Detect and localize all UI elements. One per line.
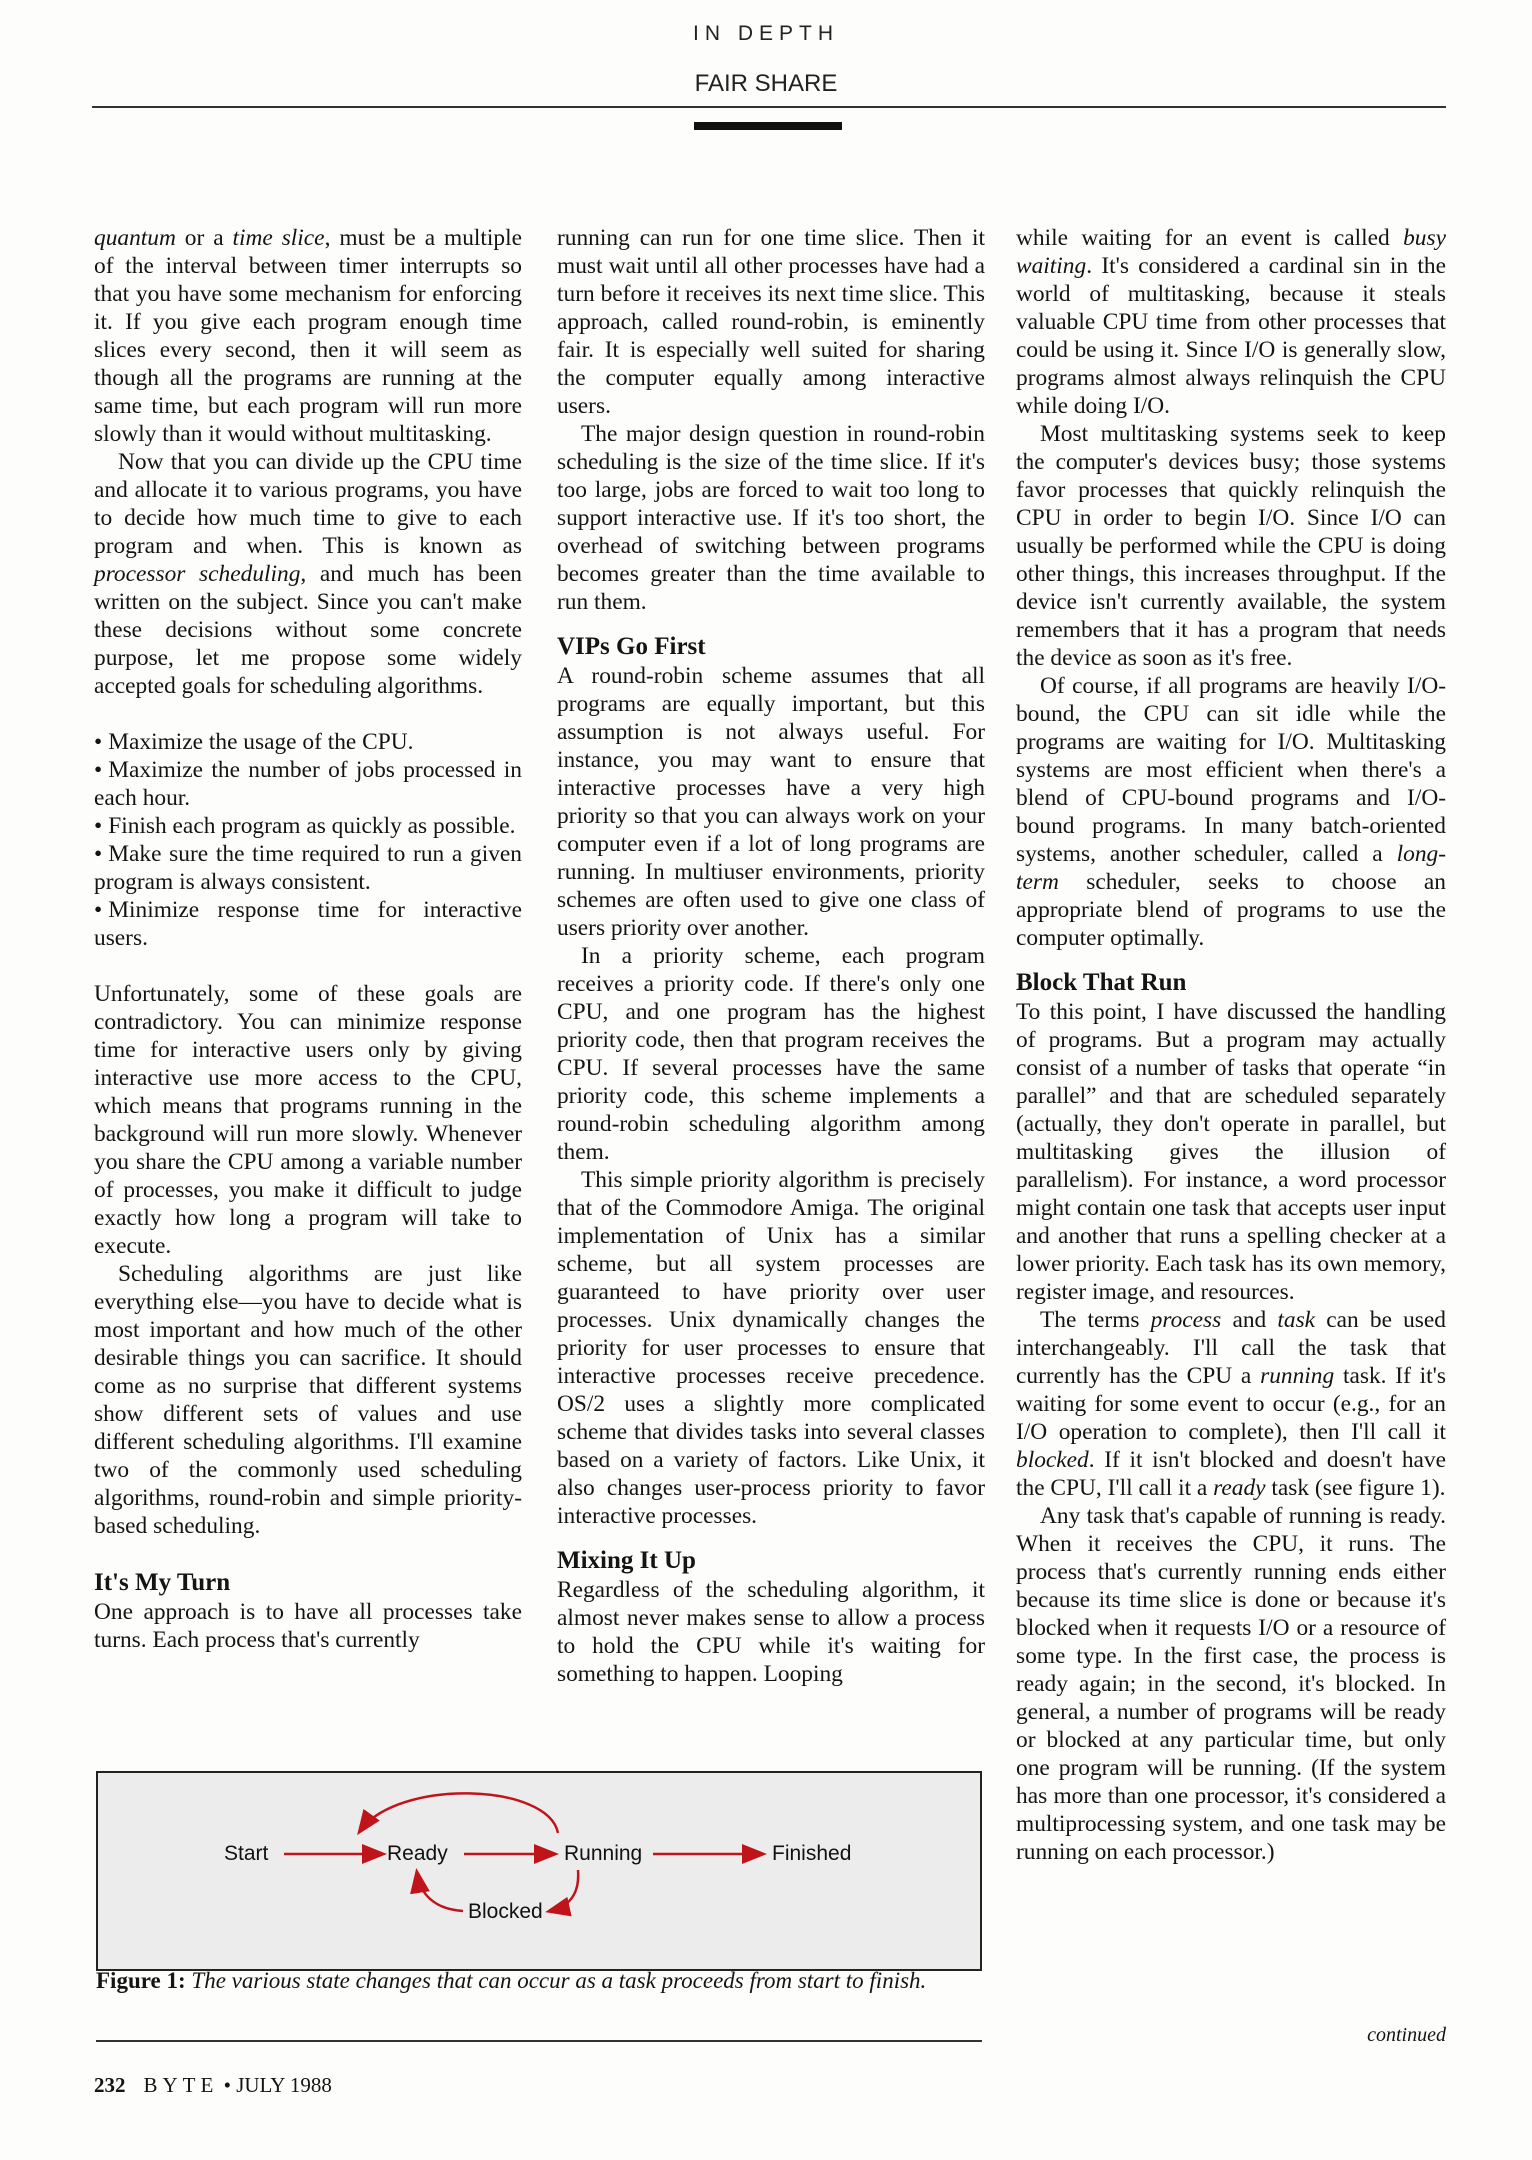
- paragraph: Any task that's capable of running is ready. When it receives the CPU, it runs. The process that's currently running ends either because its time slice is done or because it's blocked when it requests I/O or a resource of some type. In the first case, the process is ready again; in the second, it's blocked. In general, a number of programs will be ready or blocked at any particular time, but only one program will be running. (If the system has more than one processor, it's considered a multiprocessing system, and one task may be running on each processor.): [1016, 1503, 1446, 1865]
- paragraph: One approach is to have all processes take turns. Each process that's currently: [94, 1599, 522, 1653]
- column-3: [1016, 224, 1446, 1866]
- section-label: IN DEPTH: [692, 22, 839, 45]
- emphasis: process: [1150, 1307, 1222, 1333]
- text: . It's considered a cardinal sin in the world of multitasking, because it steals valuable CPU time from other processes that could be using it. Since I/O is generally slow, programs almost always relinquish the CPU while doing I/O.: [1016, 253, 1446, 419]
- subheading: VIPs Go First: [557, 633, 706, 660]
- paragraph: [1016, 1306, 1446, 1502]
- text: , and much has been written on the subject. Since you can't make these decisions without some concrete purpose, let me propose some widely accepted goals for scheduling algorithms.: [94, 561, 522, 699]
- emphasis: quantum: [94, 225, 176, 251]
- text: and: [1221, 1307, 1278, 1333]
- emphasis: task: [1277, 1307, 1316, 1333]
- state-arrows: [98, 1773, 980, 1969]
- emphasis: time slice: [232, 225, 325, 251]
- paragraph: Regardless of the scheduling algorithm, it almost never makes sense to allow a process to hold the CPU while it's waiting for something to happen. Looping: [557, 1577, 985, 1687]
- list-item: • Make sure the time required to run a given program is always consistent.: [94, 841, 522, 895]
- text: Of course, if all programs are heavily I/O-bound, the CPU can sit idle while the programs are waiting for I/O. Multitasking systems are most efficient when there's a blend of CPU-bound programs and I/O-bound programs. In many batch-oriented systems, another scheduler, called a: [1016, 673, 1446, 867]
- paragraph: In a priority scheme, each program receives a priority code. If there's only one CPU, and one program has the highest priority code, then that program receives the CPU. If several processes have the same priority code, this scheme implements a round-robin scheduling algorithm among them.: [557, 943, 985, 1165]
- state-start: Start: [224, 1842, 269, 1865]
- subheading: Mixing It Up: [557, 1547, 696, 1574]
- arrow-running-ready: [360, 1793, 558, 1833]
- text: Now that you can divide up the CPU time and allocate it to various programs, you have to decide how much time to give to each program and when. This is known as: [94, 449, 522, 559]
- caption-text: The various state changes that can occur as a task proceeds from start to finish.: [191, 1968, 927, 1993]
- state-diagram: [96, 1771, 982, 1971]
- state-ready: Ready: [387, 1842, 448, 1865]
- paragraph: [94, 448, 522, 700]
- arrow-blocked-ready: [417, 1873, 463, 1911]
- text: . If it isn't blocked and doesn't have the CPU, I'll call it a: [1016, 1447, 1446, 1501]
- list-item-text: Minimize response time for interactive users.: [94, 897, 522, 951]
- list-item-text: Finish each program as quickly as possible.: [108, 813, 516, 839]
- list-item: • Finish each program as quickly as possible.: [94, 813, 516, 839]
- list-item: • Maximize the usage of the CPU.: [94, 729, 414, 755]
- paragraph: [1016, 224, 1446, 420]
- footer-separator: •: [223, 2073, 231, 2097]
- paragraph: This simple priority algorithm is precisely that of the Commodore Amiga. The original implementation of Unix has a similar scheme, but all system processes are guaranteed to have priority over user processes. Unix dynamically changes the priority for user processes to ensure that interactive processes receive precedence. OS/2 uses a slightly more complicated scheme that divides tasks into several classes based on a variety of factors. Like Unix, it also changes user-process priority to favor interactive processes.: [557, 1167, 985, 1529]
- text: while waiting for an event is called: [1016, 225, 1404, 251]
- list-item: • Minimize response time for interactive users.: [94, 897, 522, 951]
- article-title: FAIR SHARE: [694, 70, 838, 97]
- text: , must be a multiple of the interval between timer interrupts so that you have some mechanism for enforcing it. If you give each program enough time slices every second, then it will seem as though all the programs are running at the same time, but each program will run more slowly than it would without multitasking.: [94, 225, 522, 447]
- goals-list: [94, 728, 522, 952]
- list-item: • Maximize the number of jobs processed in each hour.: [94, 757, 522, 811]
- paragraph: A round-robin scheme assumes that all programs are equally important, but this assumption is not always useful. For instance, you may want to ensure that interactive processes have a very high priority so that you can always work on your computer even if a lot of long programs are running. In multiuser environments, priority schemes are often used to give one class of users priority over another.: [557, 663, 985, 941]
- paragraph: The major design question in round-robin scheduling is the size of the time slice. If it's too large, jobs are forced to wait too long to support interactive use. If it's too short, the overhead of switching between programs becomes greater than the time available to run them.: [557, 421, 985, 615]
- subheading: It's My Turn: [94, 1569, 231, 1596]
- list-item-text: Maximize the usage of the CPU.: [108, 729, 414, 755]
- emphasis: processor scheduling: [94, 561, 301, 587]
- caption-label: Figure 1:: [96, 1968, 186, 1993]
- subheading: Block That Run: [1016, 969, 1187, 996]
- arrow-running-blocked: [550, 1870, 578, 1911]
- text: or a: [175, 225, 233, 251]
- emphasis: busy waiting: [1016, 225, 1446, 279]
- caption-rule: [96, 2040, 982, 2042]
- issue-date: JULY 1988: [236, 2073, 332, 2097]
- emphasis: ready: [1213, 1475, 1266, 1501]
- text: task (see figure 1).: [1265, 1475, 1446, 1501]
- column-1: [94, 224, 522, 1654]
- emphasis: running: [1260, 1363, 1335, 1389]
- continued-label: continued: [1367, 2024, 1446, 2046]
- column-2: [557, 224, 985, 1688]
- text: can be used interchangeably. I'll call the task that currently has the CPU a: [1016, 1307, 1446, 1389]
- state-running: Running: [564, 1842, 643, 1865]
- paragraph: [94, 224, 522, 448]
- paragraph: Scheduling algorithms are just like everything else—you have to decide what is most important and how much of the other desirable things you can sacrifice. It should come as no surprise that different systems show different sets of values and use different scheduling algorithms. I'll examine two of the commonly used scheduling algorithms, round-robin and simple priority-based scheduling.: [94, 1261, 522, 1539]
- state-finished: Finished: [772, 1842, 852, 1865]
- paragraph: [1016, 672, 1446, 952]
- paragraph: To this point, I have discussed the handling of programs. But a program may actually consist of a number of tasks that operate “in parallel” and that are scheduled separately (actually, they don't operate in parallel, but multitasking gives the illusion of parallelism). For instance, a word processor might contain one task that accepts user input and another that runs a spelling checker at a lower priority. Each task has its own memory, register image, and resources.: [1016, 999, 1446, 1305]
- magazine-name: BYTE: [143, 2073, 219, 2097]
- text: scheduler, seeks to choose an appropriate blend of programs to use the computer optimally.: [1016, 869, 1446, 951]
- page-footer: [94, 2073, 332, 2098]
- list-item-text: Make sure the time required to run a given program is always consistent.: [94, 841, 522, 895]
- list-item-text: Maximize the number of jobs processed in each hour.: [94, 757, 522, 811]
- emphasis: blocked: [1016, 1447, 1089, 1473]
- header-rule: [92, 106, 1446, 108]
- emphasis: long-term: [1016, 841, 1446, 895]
- paragraph: Unfortunately, some of these goals are contradictory. You can minimize response time for interactive users only by giving interactive use more access to the CPU, which means that programs running in the background will run more slowly. Whenever you share the CPU among a variable number of processes, you make it difficult to judge exactly how long a program will take to execute.: [94, 981, 522, 1259]
- paragraph: Most multitasking systems seek to keep the computer's devices busy; those systems favor processes that quickly relinquish the CPU in order to begin I/O. Since I/O can usually be performed while the CPU is doing other things, this increases throughput. If the device isn't currently available, the system remembers that it has a program that needs the device as soon as it's free.: [1016, 421, 1446, 671]
- state-blocked: Blocked: [468, 1900, 543, 1923]
- page-number: 232: [94, 2073, 126, 2097]
- figure-caption: [96, 1967, 982, 1995]
- text: The terms: [1040, 1307, 1151, 1333]
- text: task. If it's waiting for some event to occur (e.g., for an I/O operation to complete), then I'll call it: [1016, 1363, 1446, 1445]
- paragraph: running can run for one time slice. Then it must wait until all other processes have had a turn before it receives its next time slice. This approach, called round-robin, is eminently fair. It is especially well suited for sharing the computer equally among interactive users.: [557, 225, 985, 419]
- header-bar: [694, 122, 842, 130]
